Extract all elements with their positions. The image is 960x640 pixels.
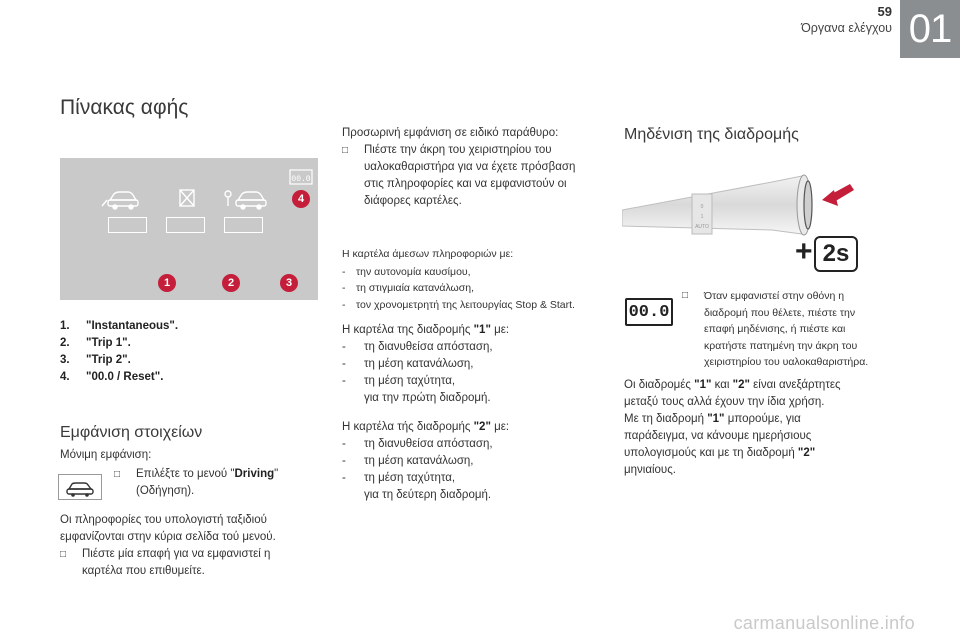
list-item: 1. "Instantaneous". — [60, 320, 179, 332]
trip1-card-block: Η καρτέλα της διαδρομής "1" με: - τη διανυθείσα απόσταση, - τη μέση κατανάλωση, - τη μέση ταχύτητα, για την πρώτη διαδρομή. — [342, 324, 510, 404]
list-item: 4. "00.0 / Reset". — [60, 371, 164, 383]
reset-instruction: □ Όταν εμφανιστεί στην οθόνη η διαδρομή που θέλετε, πιέστε την επαφή μηδένισης, ή πιέστε και κρατήστε πατημένη την άκρη του χειριστηρίου του υαλοκαθαριστήρα. — [682, 290, 869, 368]
press-arrow-icon — [822, 184, 854, 206]
trip-car-icon — [225, 191, 266, 209]
menu-instruction: □ Επιλέξτε το μενού "Driving" (Οδήγηση). — [114, 468, 279, 497]
badge-3: 3 — [280, 274, 298, 292]
driving-car-icon — [58, 474, 102, 500]
seconds-badge: 2s — [814, 236, 858, 272]
svg-text:1: 1 — [700, 214, 704, 220]
touch-key-1[interactable] — [108, 217, 147, 233]
badge-4: 4 — [292, 190, 310, 208]
car-icon — [102, 192, 138, 209]
touch-panel-illustration — [60, 158, 318, 300]
bullet-square-icon: □ — [60, 549, 67, 560]
info-text: Οι πληροφορίες του υπολογιστή ταξιδιού εμφανίζονται στην κύρια σελίδα τού μενού. □ Πιέστε μία επαφή για να εμφανιστεί η καρτέλα που επιθυμείτε. — [60, 514, 276, 577]
section-title-touch-panel: Πίνακας αφής — [60, 96, 189, 119]
badge-2: 2 — [222, 274, 240, 292]
svg-text:0: 0 — [700, 204, 704, 210]
bullet-square-icon: □ — [682, 290, 689, 301]
badge-1: 1 — [158, 274, 176, 292]
reset-display-icon: 00.0 — [625, 298, 673, 326]
section-title-reset: Μηδένιση της διαδρομής — [624, 126, 799, 143]
trip2-card-block: Η καρτέλα τής διαδρομής "2" με: - τη διανυθείσα απόσταση, - τη μέση κατανάλωση, - τη μέση ταχύτητα, για τη δεύτερη διαδρομή. — [342, 421, 510, 501]
touch-key-3[interactable] — [224, 217, 263, 233]
temp-display-block: Προσωρινή εμφάνιση σε ειδικό παράθυρο: □ Πιέστε την άκρη του χειριστηρίου του υαλοκαθαριστήρα για να έχετε πρόσβαση στις πληροφορίες και να εμφανιστούν οι διάφορες καρτέλες. — [342, 127, 576, 207]
display-label: 00.0 — [291, 175, 311, 184]
bullet-square-icon: □ — [114, 469, 121, 480]
list-item: 3. "Trip 2". — [60, 354, 131, 366]
list-item: 2. "Trip 1". — [60, 337, 131, 349]
chapter-title: Όργανα ελέγχου — [801, 21, 892, 35]
independence-text: Οι διαδρομές "1" και "2" είναι ανεξάρτητες μεταξύ τους αλλά έχουν την ίδια χρήση. Με τη διαδρομή "1" μπορούμε, για παράδειγμα, να κάνουμε ημερήσιους υπολογισμούς και με τη διαδρομή "2" μηνιαίους. — [624, 379, 841, 476]
touch-key-2[interactable] — [166, 217, 205, 233]
instant-card-block: Η καρτέλα άμεσων πληροφοριών με: - την αυτονομία καυσίμου, - τη στιγμιαία κατανάλωση, - τον χρονομετρητή της λειτουργίας Stop & Start. — [342, 248, 575, 311]
permanent-display-text: Μόνιμη εμφάνιση: — [60, 449, 152, 461]
svg-text:AUTO: AUTO — [695, 224, 709, 230]
plus-label: + — [795, 235, 813, 268]
key-list — [60, 318, 310, 386]
reset-icon — [180, 190, 194, 206]
watermark: carmanualsonline.info — [733, 613, 915, 633]
section-title-display: Εμφάνιση στοιχείων — [60, 424, 203, 441]
bullet-square-icon: □ — [342, 145, 349, 156]
chapter-tab: 01 — [900, 0, 960, 58]
page-number: 59 — [877, 4, 892, 19]
